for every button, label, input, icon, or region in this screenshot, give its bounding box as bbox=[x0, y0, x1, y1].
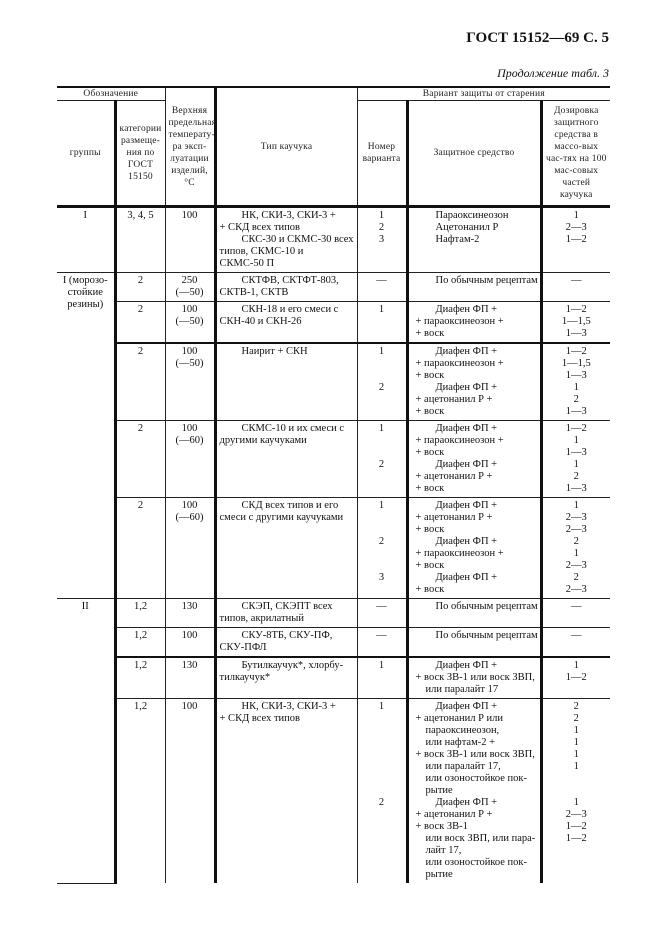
header-dosage: Дозировка защитного средства в массо-вых час-тях на 100 мас-совых частей каучука bbox=[541, 101, 610, 207]
agent-line: Диафен ФП + bbox=[435, 346, 498, 357]
temp-max: 100 bbox=[181, 500, 198, 511]
cell-variant bbox=[357, 421, 407, 498]
agent-line: или нафтам-2 + bbox=[425, 737, 496, 748]
dosage-value: — bbox=[571, 275, 582, 286]
cell-category: 2 bbox=[115, 273, 165, 302]
dosage-value: 2—3 bbox=[565, 222, 587, 233]
cell-category: 1,2 bbox=[115, 657, 165, 699]
dosage-value: 1 bbox=[573, 737, 579, 748]
cell-dosage bbox=[541, 699, 610, 884]
cell-category: 2 bbox=[115, 302, 165, 344]
agent-line: + ацетонанил Р + bbox=[415, 471, 493, 482]
agent-line: + параоксинеозон + bbox=[415, 316, 504, 327]
variant-number: 2 bbox=[378, 382, 385, 393]
dosage-value: 1 bbox=[573, 435, 579, 446]
agent-line: + воск bbox=[415, 560, 445, 571]
rubber-line: другими каучуками bbox=[219, 435, 307, 446]
variant-number bbox=[361, 524, 403, 536]
cell-protective-agent bbox=[407, 699, 541, 884]
agent-line: Диафен ФП + bbox=[435, 423, 498, 434]
rubber-line: Наирит + СКН bbox=[241, 346, 308, 357]
variant-number: 1 bbox=[378, 423, 385, 434]
rubber-line: СКД всех типов и его bbox=[241, 500, 339, 511]
agent-line: или озоностойкое пок- bbox=[425, 773, 528, 784]
agent-line: параоксинеозон, bbox=[425, 725, 500, 736]
cell-variant bbox=[357, 498, 407, 599]
cell-temperature bbox=[165, 207, 215, 273]
cell-rubber-type bbox=[215, 421, 357, 498]
variant-number bbox=[361, 471, 403, 483]
agent-line: + воск bbox=[415, 406, 445, 417]
dosage-value: 1 bbox=[573, 548, 579, 559]
agent-line: + параоксинеозон + bbox=[415, 435, 504, 446]
variant-number bbox=[361, 512, 403, 524]
agent-line: + воск bbox=[415, 370, 445, 381]
table-row bbox=[57, 273, 610, 302]
agent-line: или паралайт 17, bbox=[425, 761, 501, 772]
variant-number bbox=[361, 857, 403, 869]
agent-line: По обычным рецептам bbox=[435, 630, 538, 641]
rubber-line: типов, акрилатный bbox=[219, 613, 304, 624]
temp-max: 100 bbox=[181, 701, 198, 712]
dosage-value: 1 bbox=[573, 382, 579, 393]
variant-number bbox=[361, 328, 403, 340]
variant-number bbox=[361, 809, 403, 821]
agent-line: + ацетонанил Р + bbox=[415, 809, 493, 820]
cell-category: 3, 4, 5 bbox=[115, 207, 165, 273]
dosage-value: 2 bbox=[573, 701, 579, 712]
temp-max: 100 bbox=[181, 304, 198, 315]
document-reference: ГОСТ 15152—69 С. 5 bbox=[466, 30, 609, 46]
dosage-value: — bbox=[571, 601, 582, 612]
rubber-line: СКМС-10 и их смеси с bbox=[241, 423, 345, 434]
variant-number bbox=[361, 833, 403, 845]
variant-number: 2 bbox=[378, 222, 385, 233]
dosage-value: 1—2 bbox=[565, 234, 587, 245]
variant-number bbox=[361, 447, 403, 459]
dosage-value: 2 bbox=[573, 536, 579, 547]
table-row bbox=[57, 657, 610, 699]
cell-dosage bbox=[541, 302, 610, 344]
dosage-value: 1—2 bbox=[565, 423, 587, 434]
dosage-value: 1 bbox=[573, 761, 579, 772]
dosage-value: 1—3 bbox=[565, 328, 587, 339]
temp-min: (—50) bbox=[175, 287, 204, 298]
temp-max: 100 bbox=[181, 630, 198, 641]
rubber-line: тилкаучук* bbox=[219, 672, 271, 683]
cell-variant bbox=[357, 343, 407, 421]
cell-protective-agent bbox=[407, 207, 541, 273]
cell-temperature bbox=[165, 343, 215, 421]
variant-number bbox=[361, 672, 403, 684]
dosage-value: 1—2 bbox=[565, 833, 587, 844]
dosage-value: 1—2 bbox=[565, 672, 587, 683]
header-designation: Обозначение bbox=[57, 87, 165, 101]
agent-line: + воск bbox=[415, 584, 445, 595]
variant-number: 1 bbox=[378, 660, 385, 671]
dosage-value: 2—3 bbox=[565, 560, 587, 571]
cell-rubber-type bbox=[215, 343, 357, 421]
variant-number bbox=[361, 725, 403, 737]
cell-temperature bbox=[165, 498, 215, 599]
temp-max: 130 bbox=[181, 601, 198, 612]
agent-line: лайт 17, bbox=[425, 845, 462, 856]
rubber-line: + СКД всех типов bbox=[219, 222, 300, 233]
dosage-value: 1 bbox=[573, 210, 579, 221]
agent-line: + параоксинеозон + bbox=[415, 358, 504, 369]
agent-line: + воск bbox=[415, 447, 445, 458]
dosage-value: — bbox=[571, 630, 582, 641]
agent-line: Диафен ФП + bbox=[435, 701, 498, 712]
agent-line: + ацетонанил Р + bbox=[415, 512, 493, 523]
dosage-value: 2—3 bbox=[565, 512, 587, 523]
cell-rubber-type bbox=[215, 302, 357, 344]
dosage-value: 1 bbox=[573, 660, 579, 671]
cell-group: I (морозо-стойкие резины) bbox=[57, 273, 115, 599]
rubber-line: смеси с другими каучуками bbox=[219, 512, 344, 523]
agent-line: Диафен ФП + bbox=[435, 500, 498, 511]
cell-rubber-type bbox=[215, 699, 357, 884]
variant-number bbox=[361, 684, 403, 696]
variant-number bbox=[361, 785, 403, 797]
variant-number: 1 bbox=[378, 701, 385, 712]
agent-line: + воск bbox=[415, 328, 445, 339]
cell-rubber-type bbox=[215, 498, 357, 599]
cell-protective-agent bbox=[407, 599, 541, 628]
temp-min: (—50) bbox=[175, 316, 204, 327]
dosage-value bbox=[546, 773, 608, 785]
agent-line: или паралайт 17 bbox=[425, 684, 499, 695]
variant-number bbox=[361, 584, 403, 596]
cell-temperature bbox=[165, 699, 215, 884]
cell-variant bbox=[357, 302, 407, 344]
rubber-protection-table bbox=[57, 86, 610, 884]
variant-number bbox=[361, 406, 403, 418]
dosage-value: 2—3 bbox=[565, 524, 587, 535]
dosage-value: 1—3 bbox=[565, 406, 587, 417]
variant-number bbox=[361, 773, 403, 785]
cell-temperature bbox=[165, 421, 215, 498]
rubber-line: Бутилкаучук*, хлорбу- bbox=[241, 660, 344, 671]
cell-dosage bbox=[541, 657, 610, 699]
cell-temperature bbox=[165, 657, 215, 699]
cell-group: I bbox=[57, 207, 115, 273]
variant-number bbox=[361, 435, 403, 447]
cell-category: 1,2 bbox=[115, 599, 165, 628]
agent-line: Диафен ФП + bbox=[435, 304, 498, 315]
agent-line: Диафен ФП + bbox=[435, 459, 498, 470]
variant-number bbox=[361, 761, 403, 773]
cell-category: 2 bbox=[115, 498, 165, 599]
agent-line: или озоностойкое пок- bbox=[425, 857, 528, 868]
temp-min: (—60) bbox=[175, 435, 204, 446]
rubber-line: СКН-18 и его смеси с bbox=[241, 304, 339, 315]
rubber-line: СКН-40 и СКН-26 bbox=[219, 316, 302, 327]
cell-protective-agent bbox=[407, 302, 541, 344]
cell-protective-agent bbox=[407, 343, 541, 421]
dosage-value bbox=[546, 785, 608, 797]
variant-number: 3 bbox=[378, 572, 385, 583]
variant-number: 1 bbox=[378, 500, 385, 511]
cell-variant bbox=[357, 273, 407, 302]
agent-line: + ацетонанил Р или bbox=[415, 713, 504, 724]
rubber-line: НК, СКИ-3, СКИ-3 + bbox=[241, 210, 336, 221]
dosage-value: 1—1,5 bbox=[561, 316, 591, 327]
cell-dosage bbox=[541, 599, 610, 628]
dosage-value: 1—3 bbox=[565, 483, 587, 494]
variant-number bbox=[361, 821, 403, 833]
cell-category: 2 bbox=[115, 421, 165, 498]
header-variant-number: Номер варианта bbox=[357, 101, 407, 207]
dosage-value: 2 bbox=[573, 471, 579, 482]
cell-dosage bbox=[541, 498, 610, 599]
cell-variant bbox=[357, 628, 407, 658]
rubber-line: СКМС-50 П bbox=[219, 258, 275, 269]
cell-protective-agent bbox=[407, 421, 541, 498]
rubber-line: СКУ-8ТБ, СКУ-ПФ, bbox=[241, 630, 333, 641]
dosage-value: 1 bbox=[573, 500, 579, 511]
variant-number bbox=[361, 548, 403, 560]
cell-temperature bbox=[165, 302, 215, 344]
temp-min: (—60) bbox=[175, 512, 204, 523]
agent-line: + ацетонанил Р + bbox=[415, 394, 493, 405]
agent-line: Диафен ФП + bbox=[435, 660, 498, 671]
variant-number bbox=[361, 394, 403, 406]
cell-rubber-type bbox=[215, 657, 357, 699]
rubber-line: типов, СКМС-10 и bbox=[219, 246, 304, 257]
dosage-value: 2 bbox=[573, 394, 579, 405]
dosage-value: 1—2 bbox=[565, 304, 587, 315]
variant-number bbox=[361, 869, 403, 881]
agent-line: Диафен ФП + bbox=[435, 572, 498, 583]
cell-protective-agent bbox=[407, 628, 541, 658]
table-row bbox=[57, 207, 610, 273]
variant-number: 1 bbox=[378, 346, 385, 357]
cell-variant bbox=[357, 207, 407, 273]
table-row bbox=[57, 302, 610, 344]
variant-number: 1 bbox=[378, 210, 385, 221]
rubber-line: СКЭП, СКЭПТ всех bbox=[241, 601, 333, 612]
cell-variant bbox=[357, 599, 407, 628]
cell-temperature bbox=[165, 599, 215, 628]
agent-line: или воск ЗВП, или пара- bbox=[425, 833, 536, 844]
dosage-value: 1 bbox=[573, 459, 579, 470]
header-group: группы bbox=[57, 101, 115, 207]
temp-max: 250 bbox=[181, 275, 198, 286]
table-continuation-label: Продолжение табл. 3 bbox=[497, 66, 609, 80]
variant-number bbox=[361, 370, 403, 382]
variant-number bbox=[361, 358, 403, 370]
cell-dosage bbox=[541, 343, 610, 421]
agent-line: + воск bbox=[415, 524, 445, 535]
cell-variant bbox=[357, 657, 407, 699]
agent-line: + воск ЗВ-1 или воск ЗВП, bbox=[415, 672, 535, 683]
variant-number bbox=[361, 560, 403, 572]
variant-number bbox=[361, 737, 403, 749]
agent-line: Нафтам-2 bbox=[435, 234, 480, 245]
variant-number bbox=[361, 713, 403, 725]
dosage-value bbox=[546, 857, 608, 869]
cell-rubber-type bbox=[215, 273, 357, 302]
agent-line: + параоксинеозон + bbox=[415, 548, 504, 559]
rubber-line: СКТВ-1, СКТВ bbox=[219, 287, 289, 298]
variant-number: 2 bbox=[378, 797, 385, 808]
agent-line: Диафен ФП + bbox=[435, 382, 498, 393]
variant-number bbox=[361, 845, 403, 857]
dosage-value: 1 bbox=[573, 749, 579, 760]
agent-line: рытие bbox=[425, 785, 453, 796]
cell-variant bbox=[357, 699, 407, 884]
agent-line: + воск ЗВ-1 bbox=[415, 821, 468, 832]
header-protective-agent: Защитное средство bbox=[407, 101, 541, 207]
table-row bbox=[57, 599, 610, 628]
table-row bbox=[57, 628, 610, 658]
dosage-value: 1—3 bbox=[565, 370, 587, 381]
agent-line: По обычным рецептам bbox=[435, 601, 538, 612]
cell-temperature bbox=[165, 273, 215, 302]
cell-category: 2 bbox=[115, 343, 165, 421]
cell-dosage bbox=[541, 628, 610, 658]
agent-line: По обычным рецептам bbox=[435, 275, 538, 286]
cell-category: 1,2 bbox=[115, 699, 165, 884]
table-row bbox=[57, 343, 610, 421]
table-row bbox=[57, 498, 610, 599]
temp-max: 100 bbox=[181, 210, 198, 221]
dosage-value bbox=[546, 684, 608, 696]
cell-dosage bbox=[541, 421, 610, 498]
variant-number: 2 bbox=[378, 536, 385, 547]
rubber-line: НК, СКИ-3, СКИ-3 + bbox=[241, 701, 336, 712]
variant-number bbox=[361, 749, 403, 761]
cell-protective-agent bbox=[407, 498, 541, 599]
cell-rubber-type bbox=[215, 628, 357, 658]
variant-number: 1 bbox=[378, 304, 385, 315]
agent-line: рытие bbox=[425, 869, 453, 880]
dosage-value: 1 bbox=[573, 725, 579, 736]
variant-number: — bbox=[376, 275, 387, 286]
cell-rubber-type bbox=[215, 599, 357, 628]
dosage-value: 1—1,5 bbox=[561, 358, 591, 369]
cell-protective-agent bbox=[407, 657, 541, 699]
dosage-value: 2—3 bbox=[565, 809, 587, 820]
temp-max: 100 bbox=[181, 423, 198, 434]
variant-number: — bbox=[376, 601, 387, 612]
table-row bbox=[57, 421, 610, 498]
dosage-value: 1—3 bbox=[565, 447, 587, 458]
variant-number bbox=[361, 483, 403, 495]
agent-line: Параоксинеозон bbox=[435, 210, 509, 221]
temp-max: 100 bbox=[181, 346, 198, 357]
dosage-value: 1—2 bbox=[565, 821, 587, 832]
variant-number: — bbox=[376, 630, 387, 641]
temp-max: 130 bbox=[181, 660, 198, 671]
agent-line: Диафен ФП + bbox=[435, 536, 498, 547]
rubber-line: СКУ-ПФЛ bbox=[219, 642, 267, 653]
header-rubber-type: Тип каучука bbox=[215, 87, 357, 207]
dosage-value bbox=[546, 869, 608, 881]
variant-number: 3 bbox=[378, 234, 385, 245]
agent-line: + воск ЗВ-1 или воск ЗВП, bbox=[415, 749, 535, 760]
dosage-value: 2 bbox=[573, 572, 579, 583]
agent-line: Диафен ФП + bbox=[435, 797, 498, 808]
cell-dosage bbox=[541, 273, 610, 302]
dosage-value: 1 bbox=[573, 797, 579, 808]
dosage-value bbox=[546, 845, 608, 857]
agent-line: Ацетонанил Р bbox=[435, 222, 499, 233]
header-protection-variant: Вариант защиты от старения bbox=[357, 87, 610, 101]
rubber-line: СКС-30 и СКМС-30 всех bbox=[241, 234, 354, 245]
cell-category: 1,2 bbox=[115, 628, 165, 658]
table-row bbox=[57, 699, 610, 884]
cell-group: II bbox=[57, 599, 115, 884]
rubber-line: + СКД всех типов bbox=[219, 713, 300, 724]
rubber-line: СКТФВ, СКТФТ-803, bbox=[241, 275, 339, 286]
variant-number: 2 bbox=[378, 459, 385, 470]
header-temperature: Верхняя предельная температу-ра эксп-луатации изделий, °С bbox=[165, 87, 215, 207]
header-category: категории размеще-ния по ГОСТ 15150 bbox=[115, 101, 165, 207]
dosage-value: 2—3 bbox=[565, 584, 587, 595]
cell-dosage bbox=[541, 207, 610, 273]
cell-rubber-type bbox=[215, 207, 357, 273]
cell-temperature bbox=[165, 628, 215, 658]
temp-min: (—50) bbox=[175, 358, 204, 369]
dosage-value: 2 bbox=[573, 713, 579, 724]
agent-line: + воск bbox=[415, 483, 445, 494]
dosage-value: 1—2 bbox=[565, 346, 587, 357]
variant-number bbox=[361, 316, 403, 328]
cell-protective-agent bbox=[407, 273, 541, 302]
